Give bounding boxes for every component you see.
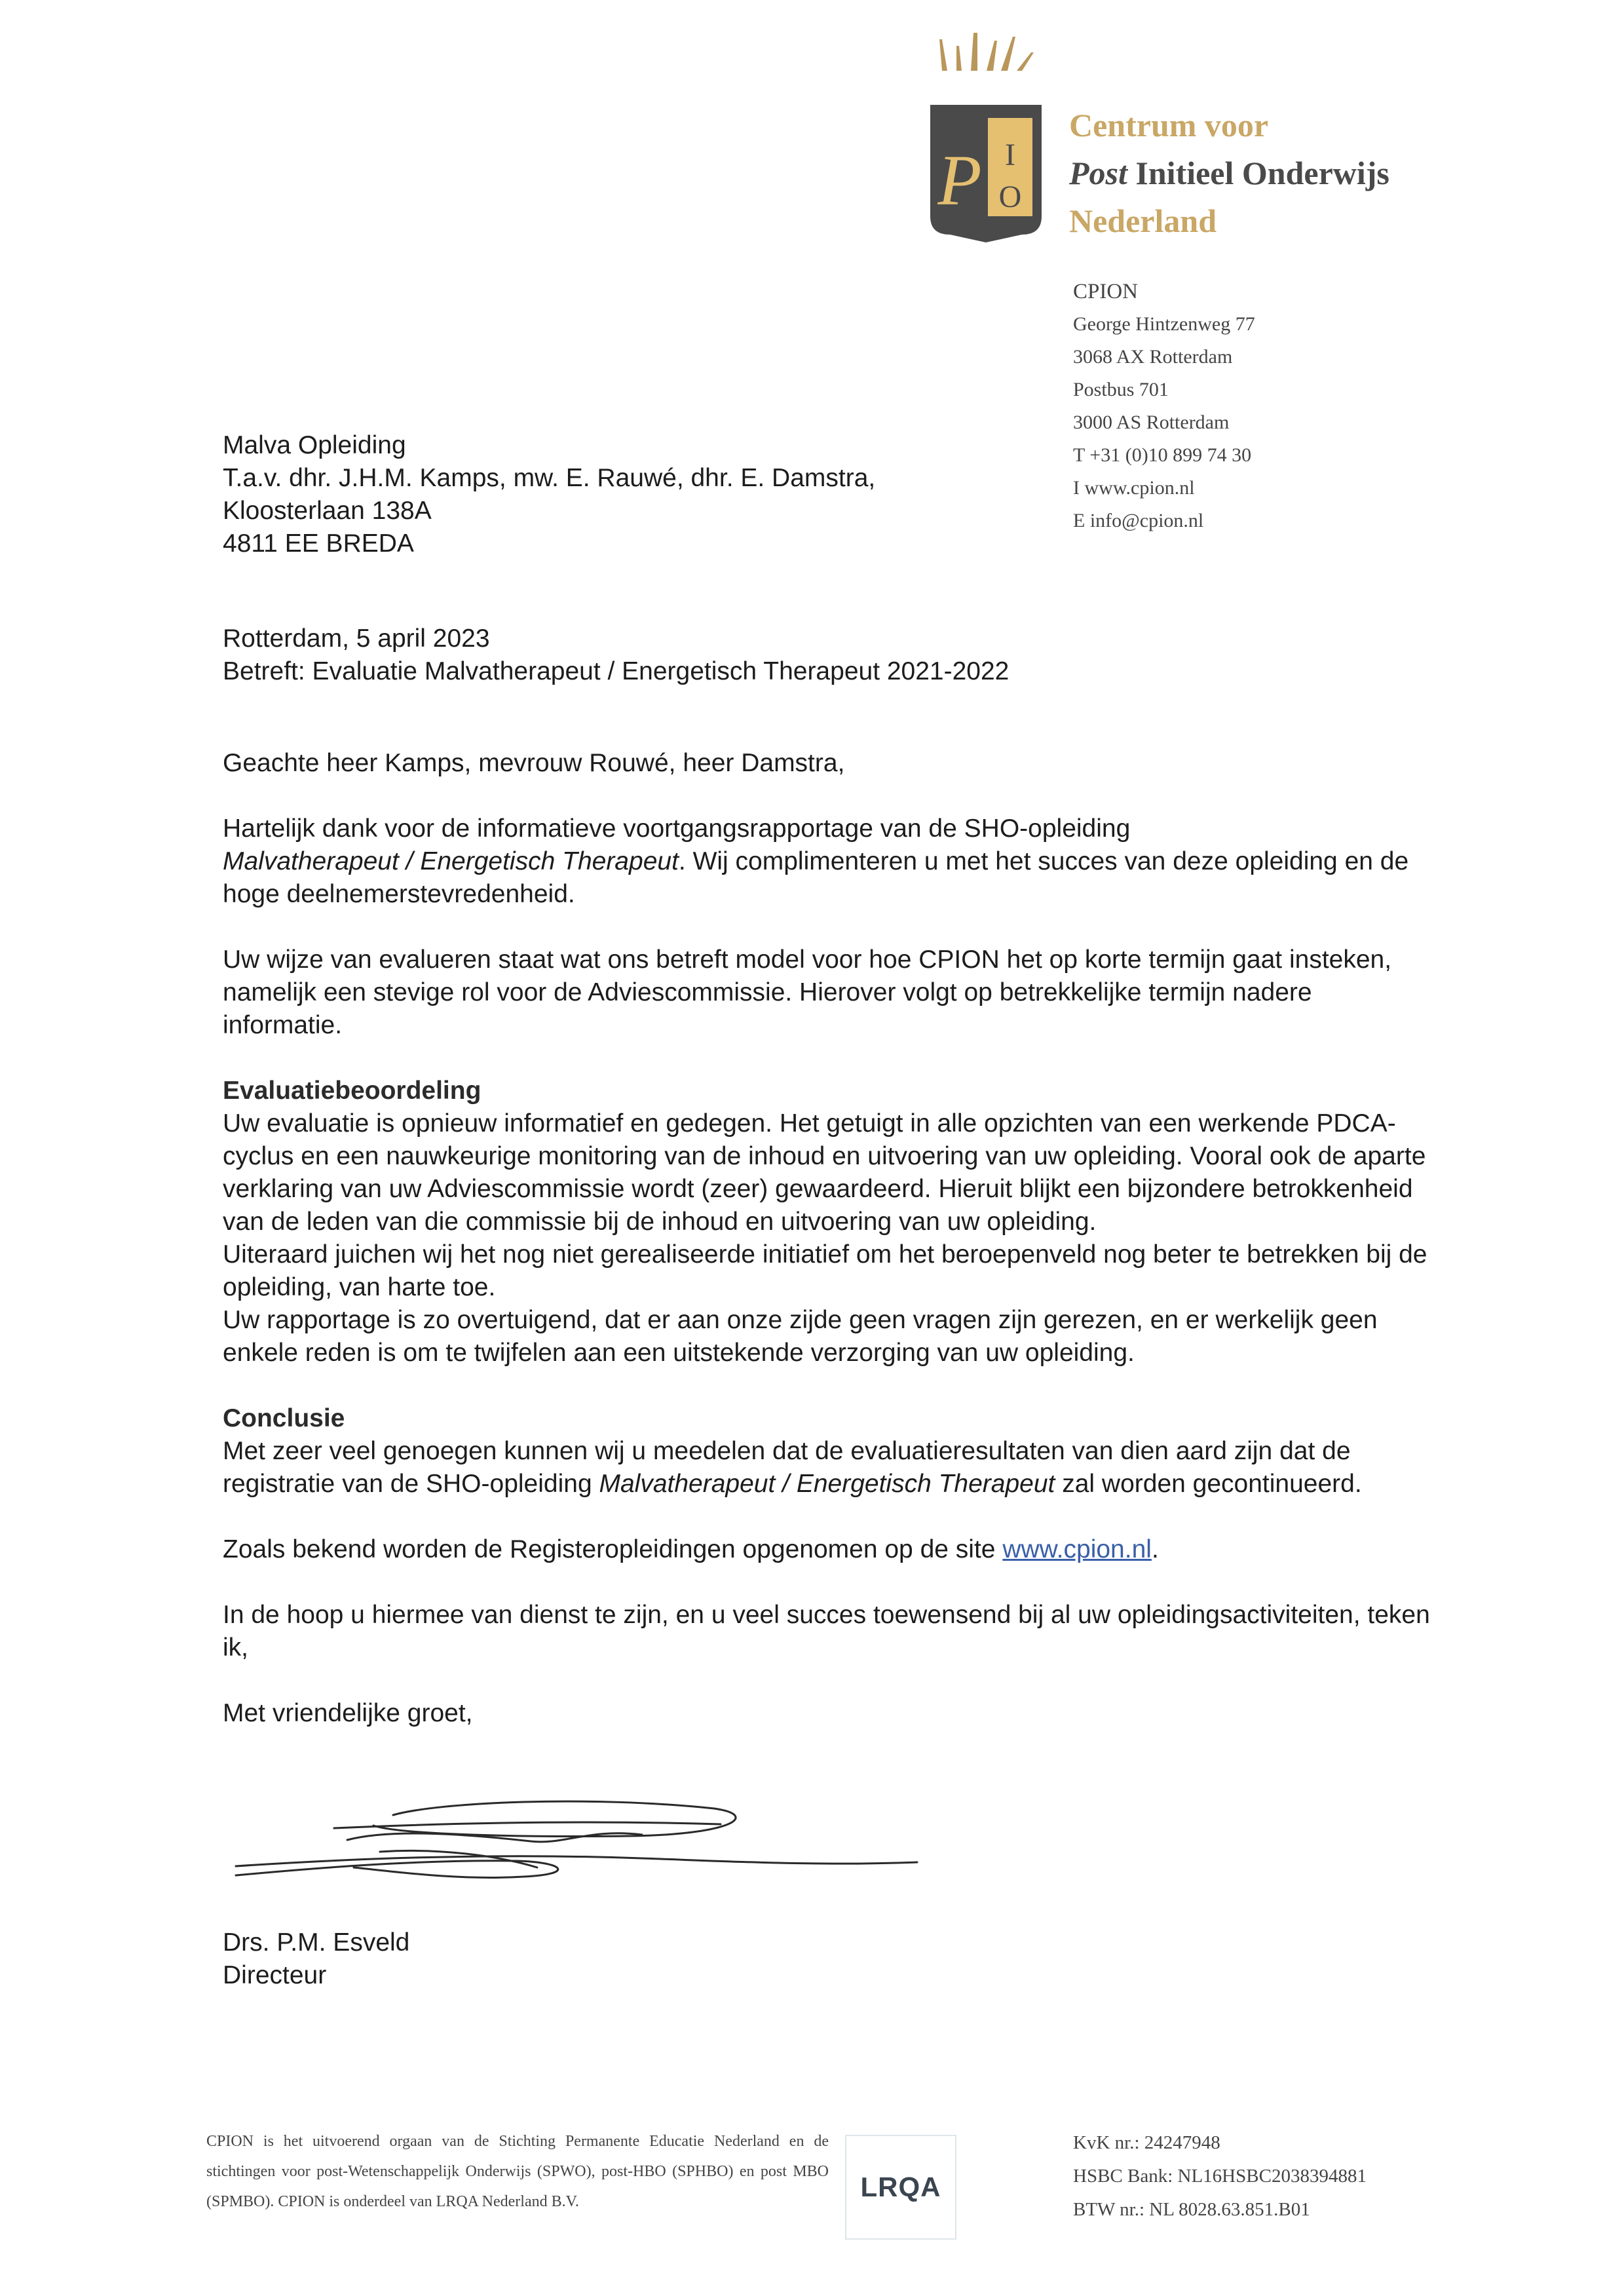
handwritten-signature (223, 1789, 943, 1894)
footer-bank: HSBC Bank: NL16HSBC2038394881 (1073, 2166, 1367, 2187)
lrqa-logo (845, 2135, 956, 2240)
sender-postbus-city: 3000 AS Rotterdam (1073, 411, 1230, 433)
sender-web: I www.cpion.nl (1073, 477, 1195, 499)
brand-line-3: Nederland (1069, 202, 1217, 239)
paragraph-register (223, 1533, 1435, 1566)
brand-post: Post (1069, 155, 1127, 191)
p6-start: Met zeer veel genoegen kunnen wij u meedelen dat de evaluatieresultaten van dien aard zijn dat de registratie van de SHO-opleiding (223, 1437, 1351, 1498)
paragraph-closing-wish: In de hoop u hiermee van dienst te zijn, en u veel succes toewensend bij al uw opleidingsactiviteiten, teken ik, (223, 1601, 1430, 1662)
p1-start: Hartelijk dank voor de informatieve voortgangsrapportage van de SHO-opleiding (223, 814, 1131, 843)
letter-date: Rotterdam, 5 april 2023 (223, 624, 490, 653)
sender-email: E info@cpion.nl (1073, 510, 1204, 531)
closing-greeting: Met vriendelijke groet, (223, 1699, 473, 1727)
p1-end: . Wij complimenteren u met het succes van deze opleiding en de hoge deelnemerstevredenheid. (223, 847, 1409, 908)
p6-course-name: Malvatherapeut / Energetisch Therapeut (599, 1470, 1055, 1498)
paragraph-thanks (223, 813, 1435, 911)
footer-description: CPION is het uitvoerend orgaan van de Stichting Permanente Educatie Nederland en de stichtingen voor post-Wetenschappelijk Onderwijs (SPWO), post-HBO (SPHBO) en post MBO (SPMBO). CPION is onderdeel van LRQA Nederland B.V. (206, 2133, 829, 2210)
paragraph-initiative: Uiteraard juichen wij het nog niet gerealiseerde initiatief om het beroepenveld nog beter te betrekken bij de opleiding, van harte toe. (223, 1240, 1427, 1301)
emblem-letter-o: O (998, 180, 1022, 214)
p7-end: . (1151, 1535, 1159, 1563)
signer-title: Directeur (223, 1961, 327, 1989)
letter-subject: Betreft: Evaluatie Malvatherapeut / Energetisch Therapeut 2021-2022 (223, 657, 1010, 685)
date-subject (223, 622, 1009, 688)
sender-street: George Hintzenweg 77 (1073, 313, 1255, 335)
footer-registration (1073, 2126, 1367, 2227)
recipient-line-3: Kloosterlaan 138A (223, 497, 432, 525)
p7-start: Zoals bekend worden de Registeropleidingen opgenomen op de site (223, 1535, 1003, 1563)
recipient-line-4: 4811 EE BREDA (223, 529, 414, 558)
cpion-logo-icon (924, 26, 1048, 242)
footer-btw: BTW nr.: NL 8028.63.851.B01 (1073, 2199, 1310, 2220)
p1-course-name: Malvatherapeut / Energetisch Therapeut (223, 847, 679, 875)
sender-address (1073, 275, 1255, 537)
sender-org: CPION (1073, 280, 1139, 303)
emblem-letter-p: P (937, 140, 982, 220)
recipient-line-1: Malva Opleiding (223, 431, 406, 459)
heading-conclusie: Conclusie (223, 1404, 345, 1432)
salutation: Geachte heer Kamps, mevrouw Rouwé, heer Damstra, (223, 749, 845, 777)
recipient-line-2: T.a.v. dhr. J.H.M. Kamps, mw. E. Rauwé, dhr. E. Damstra, (223, 464, 876, 492)
brand-rest: Initieel Onderwijs (1127, 155, 1389, 191)
paragraph-conclusion (223, 1435, 1435, 1501)
signer-name: Drs. P.M. Esveld (223, 1928, 410, 1957)
footer-kvk: KvK nr.: 24247948 (1073, 2132, 1220, 2153)
cpion-website-link[interactable]: www.cpion.nl (1002, 1535, 1152, 1563)
letter-body (223, 747, 1435, 1730)
recipient-address (223, 429, 875, 560)
p6-end: zal worden gecontinueerd. (1055, 1470, 1362, 1498)
signer (223, 1926, 409, 1992)
brand-line-2 (1069, 154, 1389, 192)
sender-postbus: Postbus 701 (1073, 379, 1169, 400)
emblem-letter-i: I (1005, 138, 1015, 172)
lrqa-logo-text: LRQA (860, 2172, 941, 2202)
heading-evaluatiebeoordeling: Evaluatiebeoordeling (223, 1077, 482, 1105)
sender-phone: T +31 (0)10 899 74 30 (1073, 444, 1252, 466)
sender-city: 3068 AX Rotterdam (1073, 346, 1233, 368)
paragraph-convincing: Uw rapportage is zo overtuigend, dat er aan onze zijde geen vragen zijn gerezen, en er werkelijk geen enkele reden is om te twijfelen aan een uitstekende verzorging van uw opleiding. (223, 1306, 1378, 1367)
brand-line-1: Centrum voor (1069, 107, 1269, 144)
paragraph-evaluation-model: Uw wijze van evalueren staat wat ons betreft model voor hoe CPION het op korte termijn gaat insteken, namelijk een stevige rol voor de Adviescommissie. Hierover volgt op betrekkelijke termijn nadere informatie. (223, 946, 1392, 1039)
paragraph-assessment: Uw evaluatie is opnieuw informatief en gedegen. Het getuigt in alle opzichten van een werkende PDCA-cyclus en een nauwkeurige monitoring van de inhoud en uitvoering van uw opleiding. Vooral ook de aparte verklaring van uw Adviescommissie wordt (zeer) gewaardeerd. Hieruit blijkt een bijzondere betrokkenheid van de leden van die commissie bij de inhoud en uitvoering van uw opleiding. (223, 1109, 1426, 1236)
